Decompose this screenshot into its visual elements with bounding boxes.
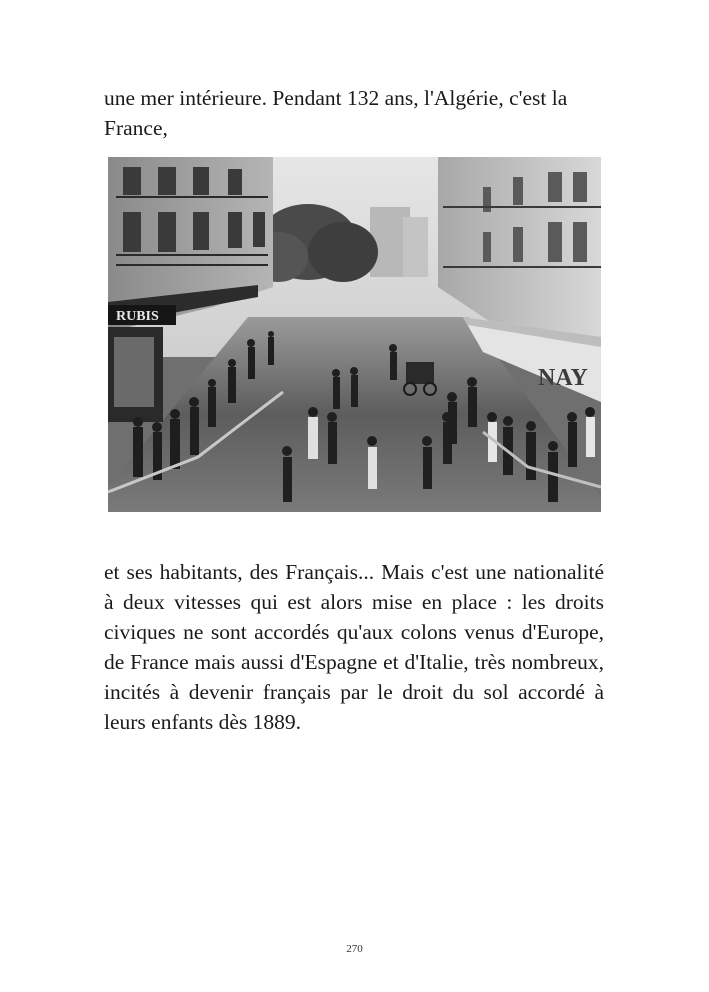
historical-street-photo bbox=[108, 157, 601, 512]
paragraph-top: une mer intérieure. Pendant 132 ans, l'Algérie, c'est la France, bbox=[104, 86, 568, 140]
nay-awning-sign: NAY bbox=[538, 365, 588, 391]
rubis-sign: RUBIS bbox=[116, 309, 159, 324]
paragraph-bottom: et ses habitants, des Français... Mais c'est une nationalité à deux vitesses qui est alors mise en place : les droits civiques ne sont accordés qu'aux colons venus d'Europe, de France mais aussi d'Espagne et d'Italie, très nombreux, incités à devenir français par le droit du sol accordé à leurs enfants dès 1889. bbox=[104, 560, 604, 734]
page-number: 270 bbox=[346, 943, 363, 955]
